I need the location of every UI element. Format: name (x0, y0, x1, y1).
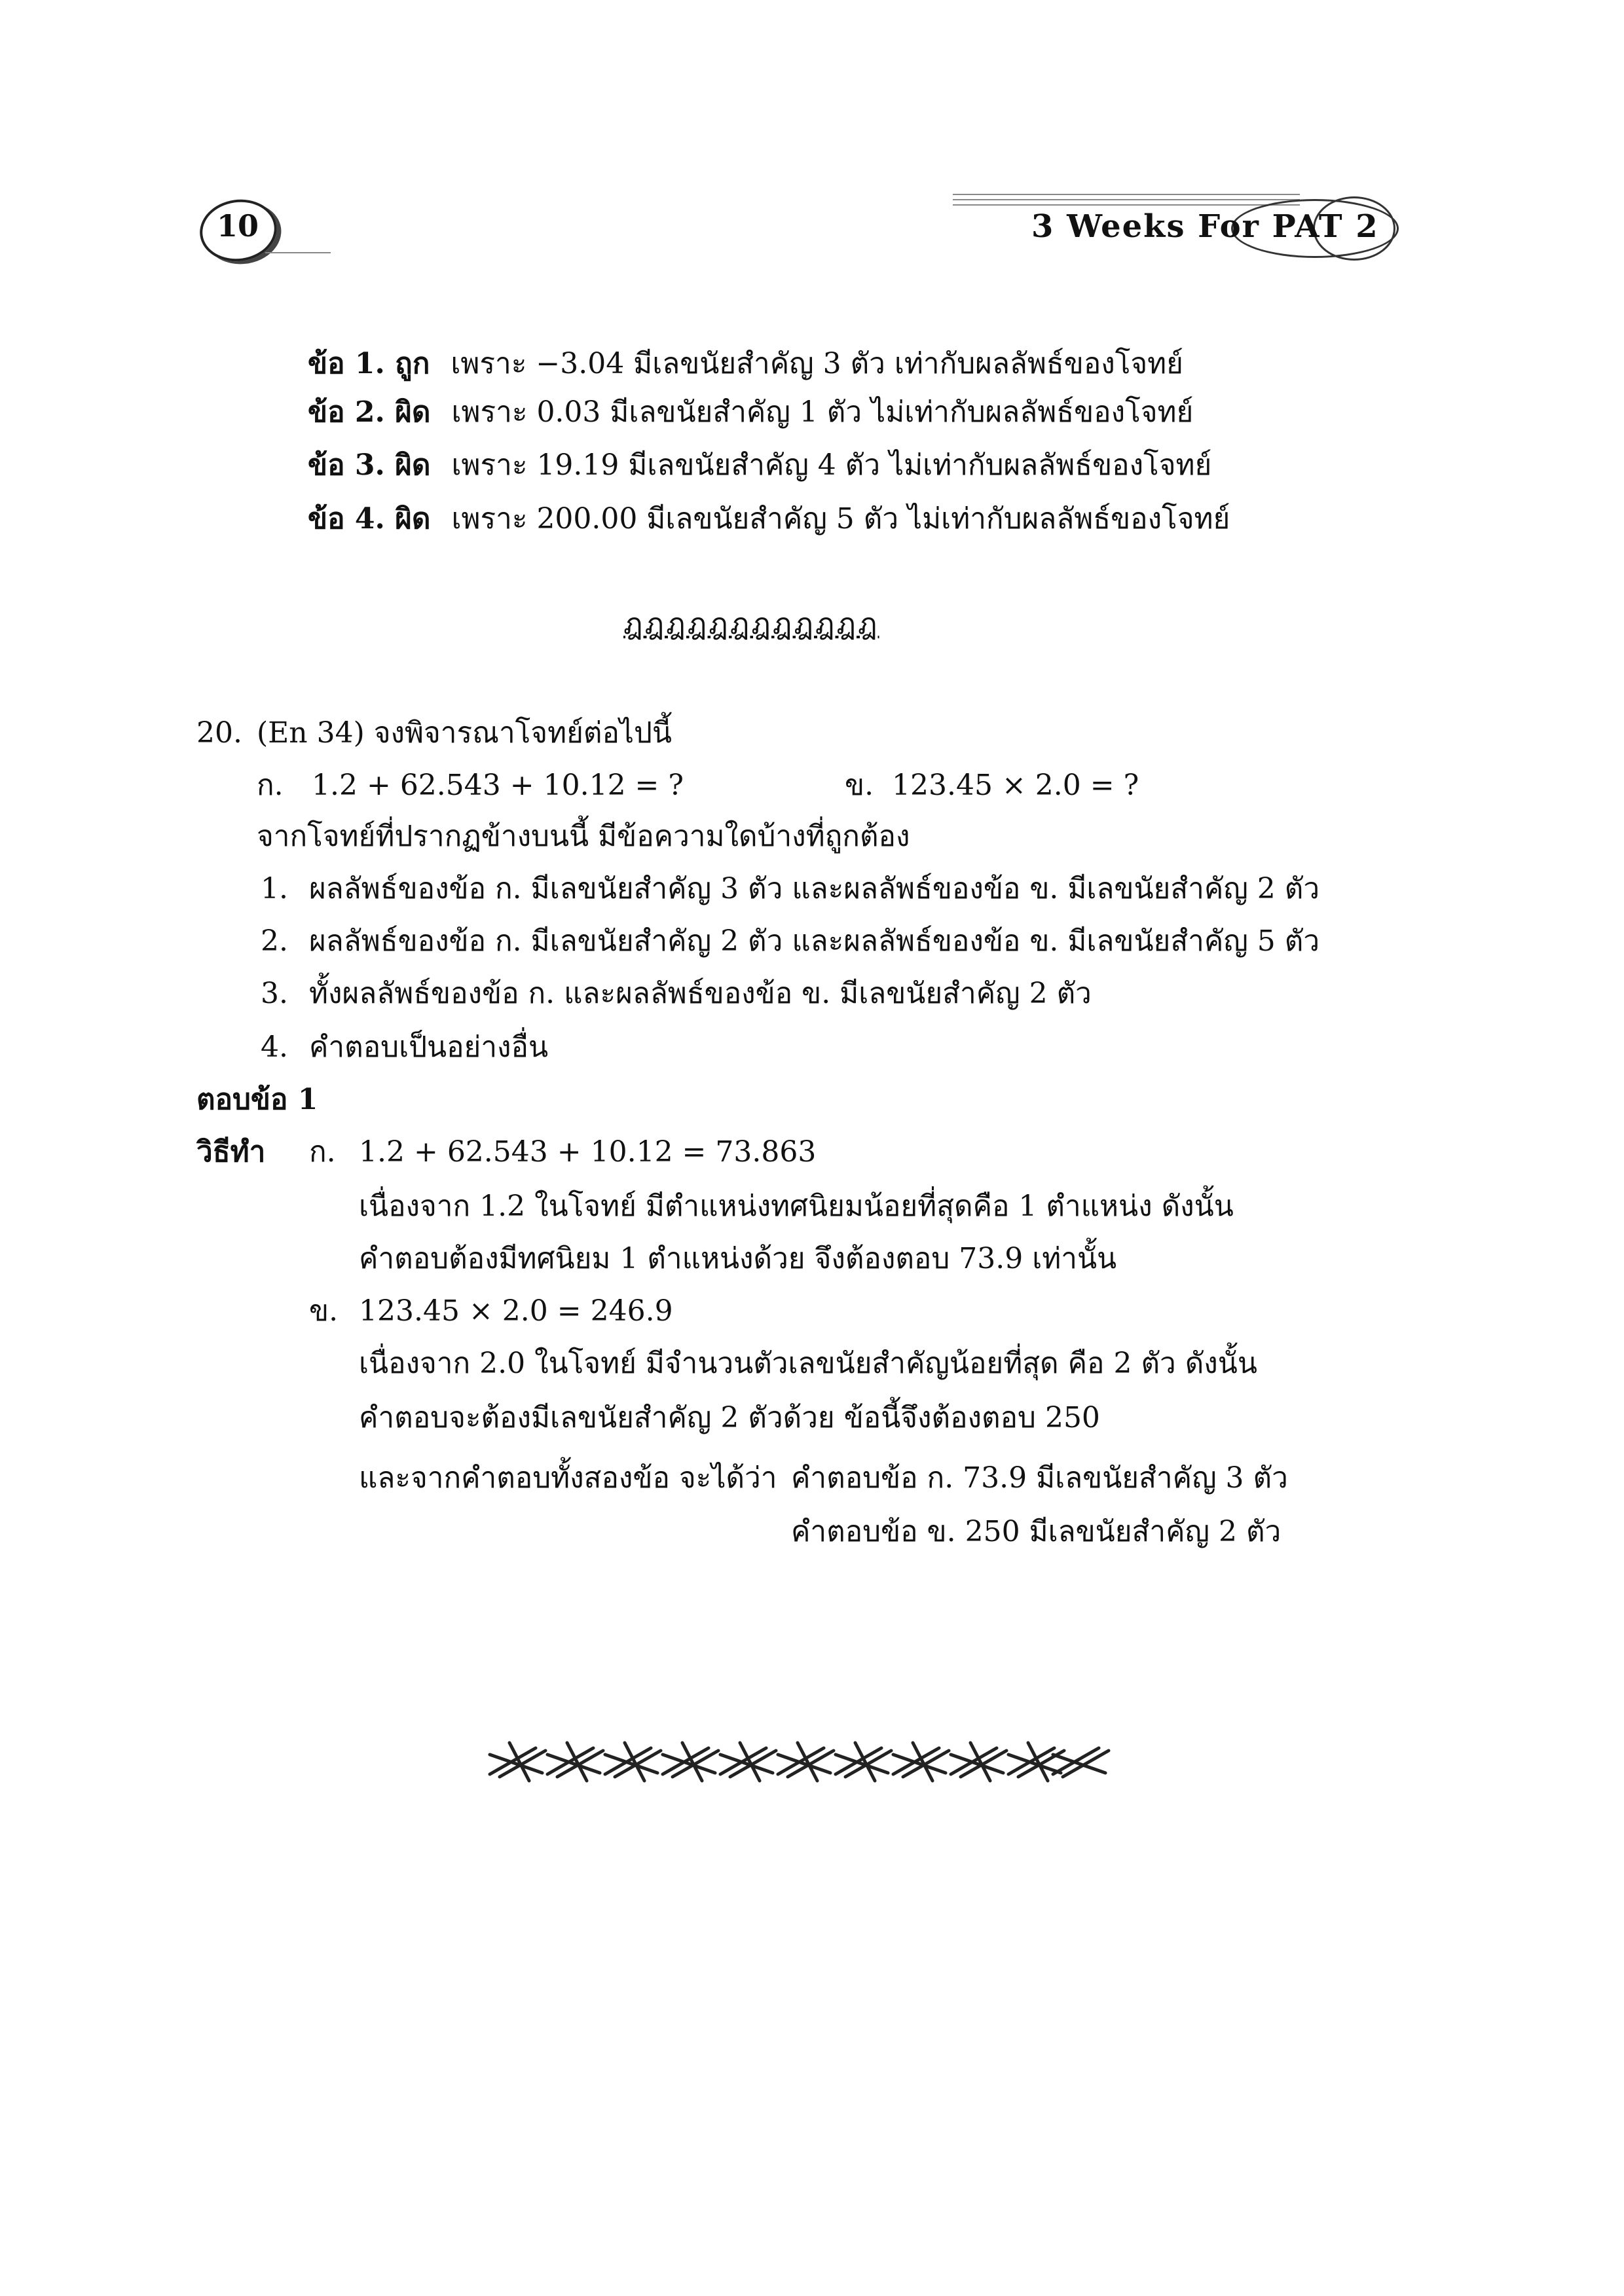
header-rule-right (953, 194, 1300, 210)
question-number: 20. (196, 716, 242, 750)
choice-number: 4. (261, 1030, 288, 1064)
section-separator: ฎฎฎฎฎฎฎฎฎฎฎฎ (623, 608, 879, 641)
evaluation-line (308, 501, 1230, 538)
solution-a-line: เนื่องจาก 1.2 ในโจทย์ มีตำแหน่งทศนิยมน้อยที่สุดคือ 1 ตำแหน่ง ดังนั้น (359, 1190, 1234, 1223)
evaluation-text: เพราะ −3.04 มีเลขนัยสำคัญ 3 ตัว เท่ากับผลลัพธ์ของโจทย์ (451, 347, 1183, 380)
evaluation-label: ข้อ 1. ถูก (308, 347, 430, 380)
choice-number: 1. (261, 872, 288, 905)
conclusion-b: คำตอบข้อ ข. 250 มีเลขนัยสำคัญ 2 ตัว (791, 1515, 1282, 1548)
evaluation-text: เพราะ 200.00 มีเลขนัยสำคัญ 5 ตัว ไม่เท่ากับผลลัพธ์ของโจทย์ (451, 502, 1230, 536)
answer-label: ตอบข้อ 1 (196, 1083, 318, 1116)
choice-text: ทั้งผลลัพธ์ของข้อ ก. และผลลัพธ์ของข้อ ข. มีเลขนัยสำคัญ 2 ตัว (309, 977, 1092, 1010)
part-a-label: ก. (257, 769, 284, 802)
end-ornament (483, 1735, 1112, 1787)
choice-number: 3. (261, 977, 288, 1010)
conclusion-a: คำตอบข้อ ก. 73.9 มีเลขนัยสำคัญ 3 ตัว (791, 1461, 1288, 1495)
evaluation-line (308, 447, 1211, 484)
evaluation-line (308, 394, 1193, 431)
solution-b-line: เนื่องจาก 2.0 ในโจทย์ มีจำนวนตัวเลขนัยสำคัญน้อยที่สุด คือ 2 ตัว ดังนั้น (359, 1347, 1257, 1380)
part-b-expression: 123.45 × 2.0 = ? (892, 769, 1139, 802)
solution-a-line: คำตอบต้องมีทศนิยม 1 ตำแหน่งด้วย จึงต้องตอบ 73.9 เท่านั้น (359, 1242, 1117, 1275)
evaluation-label: ข้อ 3. ผิด (308, 448, 431, 482)
method-label: วิธีทำ (196, 1135, 266, 1169)
solution-a-label: ก. (309, 1135, 336, 1169)
choice-text: ผลลัพธ์ของข้อ ก. มีเลขนัยสำคัญ 2 ตัว และผลลัพธ์ของข้อ ข. มีเลขนัยสำคัญ 5 ตัว (309, 924, 1320, 958)
solution-b-line: คำตอบจะต้องมีเลขนัยสำคัญ 2 ตัวด้วย ข้อนี้จึงต้องตอบ 250 (359, 1401, 1100, 1434)
question-stem: (En 34) จงพิจารณาโจทย์ต่อไปนี้ (257, 716, 673, 750)
evaluation-label: ข้อ 2. ผิด (308, 395, 431, 429)
end-ornament-graphic (483, 1735, 1112, 1787)
book-title: 3 Weeks For PAT 2 (1031, 208, 1379, 245)
evaluation-label: ข้อ 4. ผิด (308, 502, 431, 536)
choice-text: ผลลัพธ์ของข้อ ก. มีเลขนัยสำคัญ 3 ตัว และผลลัพธ์ของข้อ ข. มีเลขนัยสำคัญ 2 ตัว (309, 872, 1320, 905)
conclusion-intro: และจากคำตอบทั้งสองข้อ จะได้ว่า (359, 1461, 777, 1495)
part-a-expression: 1.2 + 62.543 + 10.12 = ? (312, 769, 684, 802)
page-number: 10 (216, 208, 259, 244)
choice-number: 2. (261, 924, 288, 958)
header-rule-left (265, 252, 331, 253)
evaluation-line (308, 346, 1183, 382)
choice-text: คำตอบเป็นอย่างอื่น (309, 1030, 549, 1064)
part-b-label: ข. (845, 769, 874, 802)
solution-a-expression: 1.2 + 62.543 + 10.12 = 73.863 (359, 1135, 817, 1169)
solution-b-expression: 123.45 × 2.0 = 246.9 (359, 1294, 673, 1328)
solution-b-label: ข. (309, 1294, 339, 1328)
evaluation-text: เพราะ 0.03 มีเลขนัยสำคัญ 1 ตัว ไม่เท่ากับผลลัพธ์ของโจทย์ (451, 395, 1194, 429)
evaluation-text: เพราะ 19.19 มีเลขนัยสำคัญ 4 ตัว ไม่เท่ากับผลลัพธ์ของโจทย์ (451, 448, 1212, 482)
question-prompt: จากโจทย์ที่ปรากฏข้างบนนี้ มีข้อความใดบ้างที่ถูกต้อง (257, 820, 910, 853)
